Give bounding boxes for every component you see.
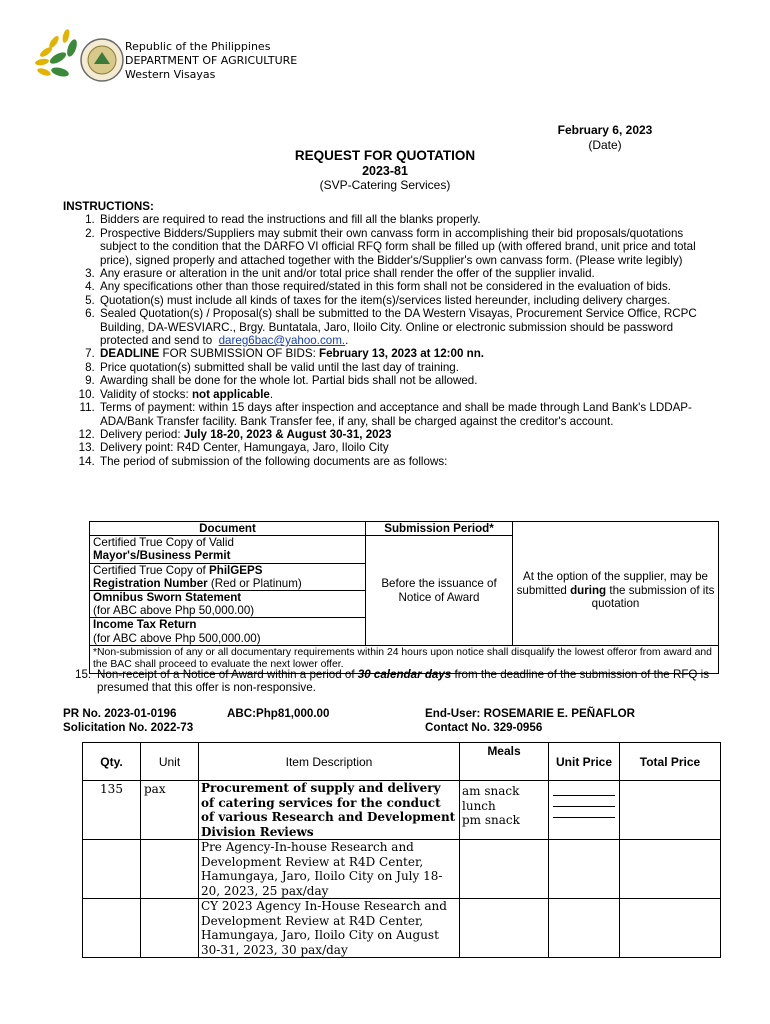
header-qty: Qty.	[83, 743, 141, 781]
submission-table	[89, 521, 719, 674]
row-description-2: Pre Agency-In-house Research and Development Review at R4D Center, Hamungaya, Jaro, Iloilo City on July 18-20, 2023, 25 pax/day	[199, 840, 460, 899]
doc-registration-bold: Registration Number	[93, 576, 208, 590]
header-description: Item Description	[199, 743, 460, 781]
row-description: Procurement of supply and delivery of catering services for the conduct of various Research and Development Division Reviews	[199, 781, 460, 840]
option-text-end: the submission of its quotation	[591, 583, 715, 610]
instruction-item: 2. Prospective Bidders/Suppliers may submit their own canvass form in accomplishing their bid proposals/quotations subject to the condition that the DARFO VI official RFQ form shall be filled up (with offered brand, unit price and total price), signed properly and attached together with the Bidder's/Supplier's own canvass form. (Please write legibly)	[98, 227, 723, 267]
deadline-label: DEADLINE	[100, 347, 160, 361]
column-header-document: Document	[90, 522, 366, 536]
contact-number: Contact No. 329-0956	[425, 721, 543, 734]
option-text: At the option of the supplier, may be submitted	[516, 570, 708, 597]
agency-header	[125, 40, 297, 82]
submission-option	[513, 536, 719, 646]
instruction-end: .	[345, 334, 349, 348]
doc-itr	[90, 618, 366, 645]
rfq-number: 2023-81	[362, 164, 408, 178]
pr-number: PR No. 2023-01-0196	[63, 707, 177, 720]
date-label: (Date)	[588, 138, 622, 152]
row-qty: 135	[83, 781, 141, 840]
option-header-cell	[513, 522, 719, 536]
row-unit-price	[549, 781, 620, 840]
instruction-item	[98, 347, 723, 360]
item-number: 15.	[75, 668, 92, 681]
doc-permit-line2: Mayor's/Business Permit	[93, 549, 231, 563]
empty-cell	[83, 840, 141, 899]
doc-permit-line1: Certified True Copy of Valid	[93, 536, 234, 550]
item15-bold: 30 calendar days	[357, 668, 452, 681]
instruction-item	[98, 307, 723, 347]
doc-permit	[90, 536, 366, 563]
instruction-item: 1. Bidders are required to read the instructions and fill all the blanks properly.	[98, 213, 723, 226]
row-total-price	[620, 781, 721, 840]
instruction-item: 14. The period of submission of the following documents are as follows:	[98, 455, 723, 468]
column-header-period: Submission Period*	[366, 522, 513, 536]
instructions-heading: INSTRUCTIONS:	[63, 200, 154, 213]
meal-item: lunch	[462, 798, 496, 813]
instruction-item-15	[75, 668, 735, 695]
meal-item: pm snack	[462, 813, 520, 827]
header-line-2: DEPARTMENT OF AGRICULTURE	[125, 54, 298, 67]
empty-cell	[141, 899, 199, 958]
abc-amount: ABC:Php81,000.00	[227, 707, 330, 720]
header-meals: Meals	[460, 743, 549, 781]
empty-cell	[620, 840, 721, 899]
option-bold: during	[570, 583, 607, 597]
instruction-item: 8. Price quotation(s) submitted shall be valid until the last day of training.	[98, 361, 723, 374]
header-total-price: Total Price	[620, 743, 721, 781]
item15-text-end: from the deadline of the submission of the RFQ is presumed that this offer is non-responsive.	[97, 668, 710, 695]
submission-note: *Non-submission of any or all documentary requirements within 24 hours upon notice shall disqualify the lowest offeror from award and the BAC shall proceed to evaluate the next lower offer.	[90, 645, 719, 673]
doc-registration-text: (Red or Platinum)	[207, 576, 302, 590]
doc-omnibus	[90, 591, 366, 618]
row-meals	[460, 781, 549, 840]
doc-omnibus-line2: (for ABC above Php 50,000.00)	[93, 604, 255, 618]
empty-cell	[141, 840, 199, 899]
validity-value: not applicable	[191, 387, 270, 401]
instruction-item: 13. Delivery point: R4D Center, Hamungaya, Jaro, Iloilo City	[98, 441, 723, 454]
instruction-text: Sealed Quotation(s) / Proposal(s) shall be submitted to the DA Western Visayas, Procurement Service Office, RCPC Building, DA-WESVIARC., Brgy. Buntatala, Jaro, Iloilo City. Online or electronic submission should be password protected and send to	[100, 307, 697, 348]
header-unit-price: Unit Price	[549, 743, 620, 781]
delivery-text: Delivery period:	[100, 427, 184, 441]
solicitation-number: Solicitation No. 2022-73	[63, 721, 194, 734]
doc-philgeps-bold: PhilGEPS	[209, 563, 263, 577]
instruction-item	[98, 428, 723, 441]
doc-philgeps	[90, 563, 366, 590]
row-description-3: CY 2023 Agency In-House Research and Development Review at R4D Center, Hamungaya, Jaro, Iloilo City on August 30-31, 2023, 30 pax/day	[199, 899, 460, 958]
empty-cell	[620, 899, 721, 958]
instruction-item: 11. Terms of payment: within 15 days after inspection and acceptance and shall be made through Land Bank's LDDAP-ADA/Bank Transfer facility. Bank Transfer fee, if any, shall be charged against the creditor's account.	[98, 401, 723, 428]
deadline-text: FOR SUBMISSION OF BIDS:	[159, 347, 320, 361]
meal-item: am snack	[462, 784, 520, 798]
deadline-date: February 13, 2023 at 12:00 nn.	[319, 347, 485, 361]
empty-cell	[549, 899, 620, 958]
header-line-1: Republic of the Philippines	[125, 40, 271, 53]
instruction-item: 4. Any specifications other than those required/stated in this form shall not be considered in the evaluation of bids.	[98, 280, 723, 293]
items-table	[82, 742, 721, 958]
instruction-item: 9. Awarding shall be done for the whole lot. Partial bids shall not be allowed.	[98, 374, 723, 387]
row-unit: pax	[141, 781, 199, 840]
rfq-subtitle: (SVP-Catering Services)	[319, 178, 451, 192]
empty-cell	[549, 840, 620, 899]
doc-philgeps-text: Certified True Copy of	[93, 563, 209, 577]
instruction-item	[98, 388, 723, 401]
delivery-period: July 18-20, 2023 & August 30-31, 2023	[183, 427, 392, 441]
doc-itr-line2: (for ABC above Php 500,000.00)	[93, 631, 261, 645]
item15-text: Non-receipt of a Notice of Award within a period of	[97, 668, 358, 681]
doc-itr-line1: Income Tax Return	[93, 618, 197, 632]
doc-omnibus-line1: Omnibus Sworn Statement	[93, 591, 242, 605]
department-of-agriculture-logo	[30, 22, 125, 94]
instruction-item: 5. Quotation(s) must include all kinds of taxes for the item(s)/services listed hereunder, including delivery charges.	[98, 294, 723, 307]
empty-cell	[83, 899, 141, 958]
header-line-3: Western Visayas	[125, 68, 216, 81]
submission-period: Before the issuance of Notice of Award	[366, 536, 513, 646]
end-user: End-User: ROSEMARIE E. PEÑAFLOR	[425, 707, 635, 720]
page-title: REQUEST FOR QUOTATION	[294, 148, 476, 163]
header-unit: Unit	[141, 743, 199, 781]
empty-cell	[460, 840, 549, 899]
date-value: February 6, 2023	[557, 123, 653, 137]
email-link[interactable]: dareg6bac@yahoo.com.	[218, 334, 346, 348]
instructions	[63, 200, 723, 468]
instruction-item: 3. Any erasure or alteration in the unit and/or total price shall render the offer of the supplier invalid.	[98, 267, 723, 280]
validity-text: Validity of stocks:	[100, 387, 192, 401]
validity-end: .	[269, 387, 274, 401]
empty-cell	[460, 899, 549, 958]
